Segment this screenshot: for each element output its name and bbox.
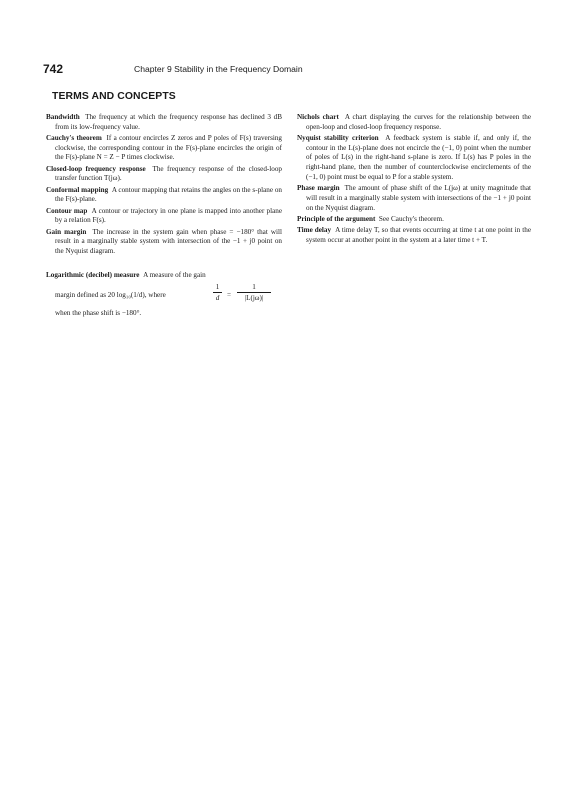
fraction-numerator: 1: [213, 283, 222, 293]
glossary-term: Gain margin: [46, 227, 87, 236]
glossary-term: Nyquist stability criterion: [297, 134, 379, 142]
glossary-entry-time-delay: [297, 226, 531, 245]
page-number: 742: [43, 62, 64, 76]
log-measure-tail: when the phase shift is −180°.: [55, 308, 142, 317]
glossary-entry-gain-margin: [46, 228, 282, 257]
glossary-term: Time delay: [297, 226, 332, 235]
glossary-term: Logarithmic (decibel) measure: [46, 270, 140, 279]
glossary-entry-bandwidth: [46, 113, 282, 132]
glossary-entry-nichols: [297, 113, 531, 132]
fraction-one-over-d: [213, 283, 222, 303]
glossary-definition: A chart displaying the curves for the relationship between the open-loop and closed-loop frequency response.: [306, 113, 531, 131]
right-column: [297, 113, 531, 247]
glossary-definition: A time delay T, so that events occurring at time t at one point in the system occur at another point in the system at a later time t + T.: [306, 226, 531, 244]
glossary-definition: See Cauchy's theorem.: [378, 214, 444, 223]
glossary-entry-principle: [297, 215, 531, 225]
glossary-term: Contour map: [46, 206, 88, 215]
fraction-one-over-magnitude: [237, 283, 271, 303]
formula-lead-text: margin defined as 20 log₁₀(1/d), where: [55, 290, 166, 299]
fraction-numerator: 1: [237, 283, 271, 293]
glossary-definition: The frequency at which the frequency response has declined 3 dB from its low-frequency value.: [55, 113, 282, 131]
section-title: TERMS AND CONCEPTS: [52, 91, 176, 102]
glossary-entry-conformal: [46, 186, 282, 205]
glossary-definition: A measure of the gain: [143, 270, 206, 279]
glossary-entry-log-measure: [46, 271, 282, 318]
glossary-definition: If a contour encircles Z zeros and P poles of F(s) traversing clockwise, the corresponding contour in the F(s)-plane encircles the origin of the F(s)-plane N = Z − P times clockwise.: [55, 134, 282, 162]
glossary-term: Conformal mapping: [46, 185, 109, 194]
glossary-entry-nyquist: [297, 134, 531, 183]
glossary-term: Phase margin: [297, 184, 340, 193]
page-header: [43, 62, 525, 78]
log-measure-heading: [46, 271, 282, 281]
glossary-definition: A contour mapping that retains the angles on the s-plane on the F(s)-plane.: [55, 185, 283, 204]
glossary-term: Principle of the argument: [297, 214, 376, 223]
glossary-term: Closed-loop frequency response: [46, 164, 146, 173]
fraction-denominator: d: [215, 293, 220, 302]
glossary-entry-cauchy: [46, 134, 282, 163]
left-column: [46, 113, 282, 325]
glossary-term: Bandwidth: [46, 113, 80, 121]
log-measure-formula: [55, 283, 282, 309]
glossary-entry-phase-margin: [297, 184, 531, 213]
glossary-definition: The amount of phase shift of the L(jω) at unity magnitude that will result in a marginally stable system with intersections of the −1 + j0 point on the Nyquist diagram.: [306, 184, 531, 212]
fraction-denominator: |L(jω)|: [244, 293, 264, 302]
glossary-definition: A feedback system is stable if, and only if, the contour in the L(s)-plane does not encircle the (−1, 0) point when the number of poles of L(s) in the right-hand s-plane is zero. If L(s) has P poles in the right-hand plane, then the number of counterclockwise encirclements of the (−1, 0) point must be equal to P for a stable system.: [306, 134, 531, 181]
glossary-entry-contour-map: [46, 207, 282, 226]
running-head: Chapter 9 Stability in the Frequency Domain: [134, 64, 303, 74]
glossary-definition: The frequency response of the closed-loop transfer function T(jω).: [55, 164, 282, 183]
glossary-entry-closed-loop: [46, 165, 282, 184]
glossary-definition: A contour or trajectory in one plane is mapped into another plane by a relation F(s).: [55, 206, 282, 225]
glossary-definition: The increase in the system gain when phase = −180° that will result in a marginally stable system with intersection of the −1 + j0 point on the Nyquist diagram.: [55, 227, 282, 256]
glossary-term: Nichols chart: [297, 113, 339, 121]
glossary-term: Cauchy's theorem: [46, 134, 102, 142]
equals-sign: =: [227, 290, 232, 299]
